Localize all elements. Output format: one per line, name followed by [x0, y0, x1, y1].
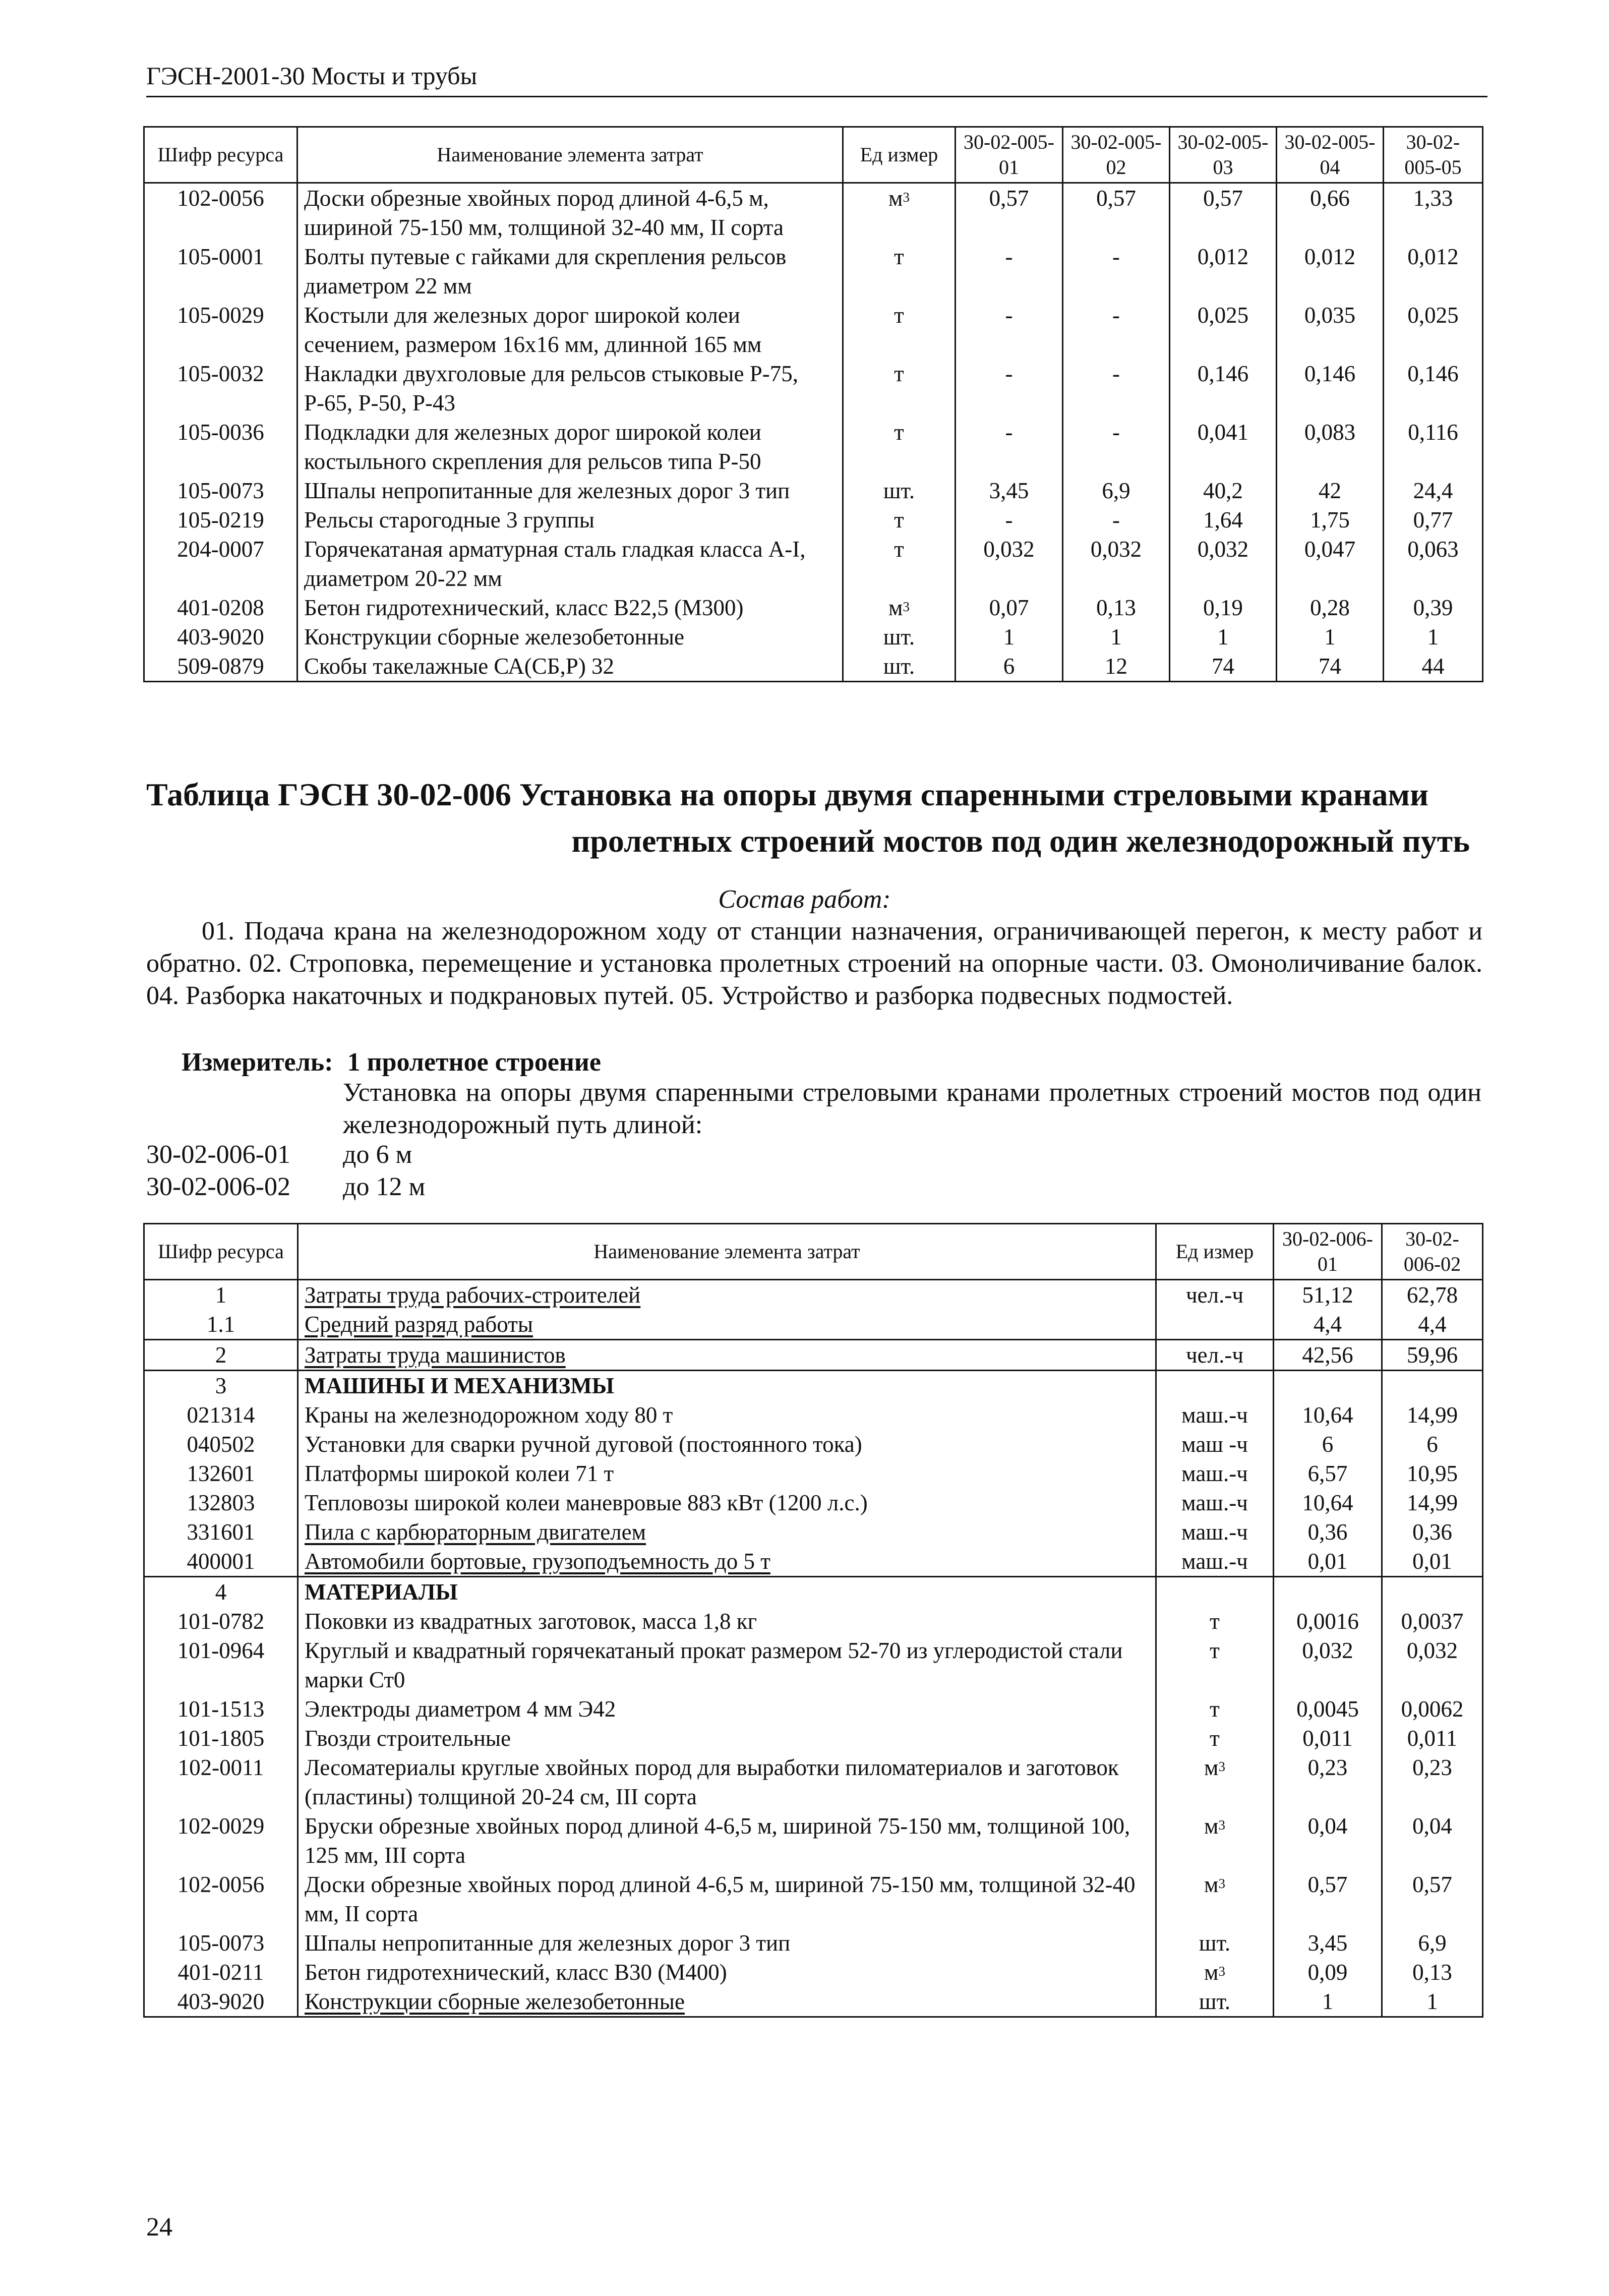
value-cell: 0,047 [1277, 535, 1384, 593]
resource-name: Костыли для железных дорог широкой колеи сечением, размером 16х16 мм, длинной 165 мм [297, 301, 843, 359]
value-cell: 0,23 [1274, 1753, 1382, 1811]
resource-code: 403-9020 [144, 1987, 298, 2017]
variant-row [146, 1171, 425, 1203]
table-row [144, 1430, 1483, 1459]
column-header: Шифр ресурса [144, 127, 297, 183]
table-row [144, 476, 1483, 505]
unit: $м^3$ [1156, 1753, 1274, 1811]
unit: шт. [843, 476, 956, 505]
variant-text: до 12 м [343, 1172, 426, 1201]
works-description: 01. Подача крана на железнодорожном ходу от станции назначения, ограничивающей перегон, к месту работ и обратно. 02. Строповка, перемещение и установка пролетных строений на опорные части. 03. Омоноличивание балок. 04. Разборка накаточных и подкрановых путей. 05. Устройство и разборка подвесных подмостей. [146, 917, 1482, 1010]
unit: т [843, 535, 956, 593]
table-row [144, 1459, 1483, 1488]
value-cell: 0,04 [1274, 1811, 1382, 1870]
column-header: 30-02-006-01 [1274, 1224, 1382, 1280]
table-title-line-2: пролетных строений мостов под один железнодорожный путь [571, 823, 1470, 859]
section-heading: МАТЕРИАЛЫ [298, 1577, 1156, 1607]
resource-code: 132803 [144, 1488, 298, 1517]
table-row [144, 1371, 1483, 1401]
unit: т [1156, 1607, 1274, 1636]
unit [1156, 1577, 1274, 1607]
resource-name: Бетон гидротехнический, класс В22,5 (М300) [297, 593, 843, 622]
table-row [144, 359, 1483, 418]
value-cell: 0,012 [1170, 242, 1277, 301]
resource-table-30-02-006 [143, 1223, 1483, 2018]
unit: т [1156, 1724, 1274, 1753]
resource-name: Платформы широкой колеи 71 т [298, 1459, 1156, 1488]
unit: т [843, 359, 956, 418]
resource-name: Автомобили бортовые, грузоподъемность до 5 т [298, 1547, 1156, 1577]
resource-name: Горячекатаная арматурная сталь гладкая класса А-I, диаметром 20-22 мм [297, 535, 843, 593]
unit: маш.-ч [1156, 1459, 1274, 1488]
value-cell: 1 [1274, 1987, 1382, 2017]
table-row [144, 1340, 1483, 1371]
value-cell: 12 [1063, 652, 1170, 682]
column-header: Ед измер [1156, 1224, 1274, 1280]
resource-code: 1.1 [144, 1310, 298, 1340]
table-row [144, 242, 1483, 301]
table-row [144, 1517, 1483, 1547]
resource-code: 2 [144, 1340, 298, 1371]
resource-name: Бруски обрезные хвойных пород длиной 4-6,5 м, шириной 75-150 мм, толщиной 100, 125 мм, III сорта [298, 1811, 1156, 1870]
value-cell: 0,01 [1274, 1547, 1382, 1577]
value-cell: 0,025 [1170, 301, 1277, 359]
table-row [144, 1577, 1483, 1607]
value-cell: 42 [1277, 476, 1384, 505]
value-cell: 42,56 [1274, 1340, 1382, 1371]
value-cell: - [1063, 301, 1170, 359]
resource-code: 101-0964 [144, 1636, 298, 1694]
value-cell: 0,13 [1382, 1958, 1483, 1987]
table-row [144, 418, 1483, 476]
table-title-line-1: Таблица ГЭСН 30-02-006 Установка на опоры двумя спаренными стреловыми кранами [146, 777, 1428, 812]
resource-name: Электроды диаметром 4 мм Э42 [298, 1694, 1156, 1724]
resource-name: Гвозди строительные [298, 1724, 1156, 1753]
value-cell: - [956, 505, 1063, 535]
value-cell: 0,28 [1277, 593, 1384, 622]
resource-name: Круглый и квадратный горячекатаный прокат размером 52-70 из углеродистой стали марки Ст0 [298, 1636, 1156, 1694]
value-cell: - [956, 418, 1063, 476]
resource-code: 101-1805 [144, 1724, 298, 1753]
value-cell: 0,77 [1384, 505, 1483, 535]
resource-code: 403-9020 [144, 622, 297, 652]
unit [1156, 1371, 1274, 1401]
header-text: ГЭСН-2001-30 Мосты и трубы [146, 62, 478, 90]
resource-code: 331601 [144, 1517, 298, 1547]
value-cell: 0,36 [1274, 1517, 1382, 1547]
value-cell: 1,33 [1384, 183, 1483, 243]
resource-code: 101-1513 [144, 1694, 298, 1724]
value-cell: 0,13 [1063, 593, 1170, 622]
table-header-row [144, 127, 1483, 183]
value-cell: 0,032 [1063, 535, 1170, 593]
column-header: 30-02-005-05 [1384, 127, 1483, 183]
value-cell: 1,75 [1277, 505, 1384, 535]
value-cell: 0,57 [1170, 183, 1277, 243]
unit: шт. [1156, 1928, 1274, 1958]
value-cell: - [1063, 418, 1170, 476]
resource-code: 4 [144, 1577, 298, 1607]
unit: маш -ч [1156, 1430, 1274, 1459]
value-cell: 59,96 [1382, 1340, 1483, 1371]
value-cell: 40,2 [1170, 476, 1277, 505]
value-cell: 0,041 [1170, 418, 1277, 476]
resource-code: 1 [144, 1280, 298, 1310]
value-cell: 0,04 [1382, 1811, 1483, 1870]
column-header: 30-02-006-02 [1382, 1224, 1483, 1280]
unit: шт. [843, 652, 956, 682]
resource-name: Установки для сварки ручной дуговой (постоянного тока) [298, 1430, 1156, 1459]
table-title [146, 772, 1482, 864]
unit: чел.-ч [1156, 1340, 1274, 1371]
resource-code: 509-0879 [144, 652, 297, 682]
value-cell: 1 [1170, 622, 1277, 652]
resource-name: Доски обрезные хвойных пород длиной 4-6,5 м, шириной 75-150 мм, толщиной 32-40 мм, II сорта [297, 183, 843, 243]
value-cell: 0,57 [1063, 183, 1170, 243]
value-cell: 0,083 [1277, 418, 1384, 476]
value-cell: 1 [1063, 622, 1170, 652]
unit: шт. [1156, 1987, 1274, 2017]
value-cell: - [1063, 242, 1170, 301]
value-cell: 3,45 [956, 476, 1063, 505]
value-cell: 0,146 [1384, 359, 1483, 418]
resource-name: Бетон гидротехнический, класс В30 (М400) [298, 1958, 1156, 1987]
value-cell: 4,4 [1382, 1310, 1483, 1340]
running-header [146, 60, 1487, 97]
unit [1156, 1310, 1274, 1340]
unit: чел.-ч [1156, 1280, 1274, 1310]
table-row [144, 1280, 1483, 1310]
value-cell: 62,78 [1382, 1280, 1483, 1310]
column-header: 30-02-005-02 [1063, 127, 1170, 183]
table-row [144, 1724, 1483, 1753]
table-row [144, 301, 1483, 359]
value-cell: 1 [1277, 622, 1384, 652]
value-cell: 0,146 [1277, 359, 1384, 418]
value-cell: 0,66 [1277, 183, 1384, 243]
table-row [144, 622, 1483, 652]
unit: $м^3$ [843, 183, 956, 243]
value-cell: 6,57 [1274, 1459, 1382, 1488]
table-row [144, 1753, 1483, 1811]
value-cell: 0,07 [956, 593, 1063, 622]
resource-name: Конструкции сборные железобетонные [298, 1987, 1156, 2017]
value-cell: 0,063 [1384, 535, 1483, 593]
resource-name: Подкладки для железных дорог широкой колеи костыльного скрепления для рельсов типа Р-50 [297, 418, 843, 476]
value-cell: 74 [1170, 652, 1277, 682]
unit: т [843, 418, 956, 476]
measure-value: 1 пролетное строение [347, 1048, 601, 1077]
unit: маш.-ч [1156, 1547, 1274, 1577]
value-cell [1274, 1371, 1382, 1401]
value-cell: 14,99 [1382, 1400, 1483, 1430]
value-cell: 6 [1274, 1430, 1382, 1459]
resource-name: Краны на железнодорожном ходу 80 т [298, 1400, 1156, 1430]
column-header: 30-02-005-03 [1170, 127, 1277, 183]
value-cell: 6,9 [1063, 476, 1170, 505]
unit: маш.-ч [1156, 1400, 1274, 1430]
resource-code: 401-0211 [144, 1958, 298, 1987]
value-cell: 0,032 [1170, 535, 1277, 593]
value-cell [1382, 1577, 1483, 1607]
column-header: Шифр ресурса [144, 1224, 298, 1280]
resource-code: 021314 [144, 1400, 298, 1430]
value-cell: 0,39 [1384, 593, 1483, 622]
value-cell: 51,12 [1274, 1280, 1382, 1310]
section-heading: МАШИНЫ И МЕХАНИЗМЫ [298, 1371, 1156, 1401]
value-cell [1274, 1577, 1382, 1607]
value-cell: 0,36 [1382, 1517, 1483, 1547]
value-cell: 0,032 [1274, 1636, 1382, 1694]
value-cell: 44 [1384, 652, 1483, 682]
measure-line [182, 1046, 601, 1079]
value-cell: 3,45 [1274, 1928, 1382, 1958]
resource-code: 105-0036 [144, 418, 297, 476]
resource-name: Тепловозы широкой колеи маневровые 883 кВт (1200 л.с.) [298, 1488, 1156, 1517]
value-cell: 0,116 [1384, 418, 1483, 476]
table-row [144, 505, 1483, 535]
variant-code: 30-02-006-02 [146, 1172, 290, 1201]
value-cell [1382, 1371, 1483, 1401]
resource-name: Скобы такелажные СА(СБ,Р) 32 [297, 652, 843, 682]
resource-name: Пила с карбюраторным двигателем [298, 1517, 1156, 1547]
resource-code: 105-0073 [144, 476, 297, 505]
resource-code: 400001 [144, 1547, 298, 1577]
table-row [144, 1811, 1483, 1870]
resource-code: 101-0782 [144, 1607, 298, 1636]
table-row [144, 535, 1483, 593]
resource-name: Поковки из квадратных заготовок, масса 1,8 кг [298, 1607, 1156, 1636]
resource-code: 102-0011 [144, 1753, 298, 1811]
resource-code: 040502 [144, 1430, 298, 1459]
value-cell: 0,032 [956, 535, 1063, 593]
resource-name: Лесоматериалы круглые хвойных пород для выработки пиломатериалов и заготовок (пластины) толщиной 20-24 см, III сорта [298, 1753, 1156, 1811]
variant-text: до 6 м [343, 1140, 412, 1169]
resource-code: 102-0056 [144, 183, 297, 243]
value-cell: 0,57 [956, 183, 1063, 243]
unit: т [843, 505, 956, 535]
value-cell: 6 [956, 652, 1063, 682]
unit: $м^3$ [1156, 1870, 1274, 1928]
column-header: 30-02-005-04 [1277, 127, 1384, 183]
value-cell: - [956, 301, 1063, 359]
norm-description: Установка на опоры двумя спаренными стреловыми кранами пролетных строений мостов под один железнодорожный путь длиной: [343, 1078, 1481, 1139]
table-row [144, 1488, 1483, 1517]
works-heading: Состав работ: [718, 885, 891, 914]
value-cell: 1 [1382, 1987, 1483, 2017]
resource-code: 204-0007 [144, 535, 297, 593]
resource-code: 105-0032 [144, 359, 297, 418]
value-cell: - [956, 359, 1063, 418]
resource-name: Конструкции сборные железобетонные [297, 622, 843, 652]
resource-name: Средний разряд работы [298, 1310, 1156, 1340]
unit: шт. [843, 622, 956, 652]
resource-code: 132601 [144, 1459, 298, 1488]
unit: $м^3$ [843, 593, 956, 622]
value-cell: 0,035 [1277, 301, 1384, 359]
variant-code: 30-02-006-01 [146, 1140, 290, 1169]
resource-name: Рельсы старогодные 3 группы [297, 505, 843, 535]
resource-name: Доски обрезные хвойных пород длиной 4-6,5 м, шириной 75-150 мм, толщиной 32-40 мм, II сорта [298, 1870, 1156, 1928]
table-row [144, 1607, 1483, 1636]
value-cell: 0,09 [1274, 1958, 1382, 1987]
resource-code: 3 [144, 1371, 298, 1401]
value-cell: 0,0016 [1274, 1607, 1382, 1636]
variant-row [146, 1139, 412, 1171]
column-header: Наименование элемента затрат [298, 1224, 1156, 1280]
table-row [144, 1928, 1483, 1958]
resource-code: 105-0073 [144, 1928, 298, 1958]
value-cell: 0,032 [1382, 1636, 1483, 1694]
resource-name: Затраты труда рабочих-строителей [298, 1280, 1156, 1310]
value-cell: 0,0037 [1382, 1607, 1483, 1636]
value-cell: 6,9 [1382, 1928, 1483, 1958]
resource-code: 102-0056 [144, 1870, 298, 1928]
table-row [144, 1870, 1483, 1928]
unit: т [843, 301, 956, 359]
resource-code: 105-0029 [144, 301, 297, 359]
value-cell: 0,012 [1277, 242, 1384, 301]
table-row [144, 1636, 1483, 1694]
value-cell: - [956, 242, 1063, 301]
resource-code: 105-0001 [144, 242, 297, 301]
value-cell: 6 [1382, 1430, 1483, 1459]
table-row [144, 1310, 1483, 1340]
resource-code: 105-0219 [144, 505, 297, 535]
resource-name: Шпалы непропитанные для железных дорог 3 тип [297, 476, 843, 505]
value-cell: - [1063, 359, 1170, 418]
value-cell: 10,95 [1382, 1459, 1483, 1488]
resource-name: Болты путевые с гайками для скрепления рельсов диаметром 22 мм [297, 242, 843, 301]
value-cell: 0,19 [1170, 593, 1277, 622]
value-cell: 1 [956, 622, 1063, 652]
unit: т [1156, 1694, 1274, 1724]
resource-name: Накладки двухголовые для рельсов стыковые Р-75, Р-65, Р-50, Р-43 [297, 359, 843, 418]
resource-code: 401-0208 [144, 593, 297, 622]
table-header-row [144, 1224, 1483, 1280]
value-cell: 0,011 [1274, 1724, 1382, 1753]
value-cell: 0,146 [1170, 359, 1277, 418]
value-cell: 1 [1384, 622, 1483, 652]
table-row [144, 1958, 1483, 1987]
value-cell: 24,4 [1384, 476, 1483, 505]
value-cell: 74 [1277, 652, 1384, 682]
column-header: Наименование элемента затрат [297, 127, 843, 183]
unit: т [1156, 1636, 1274, 1694]
resource-name: Затраты труда машинистов [298, 1340, 1156, 1371]
value-cell: 0,025 [1384, 301, 1483, 359]
table-row [144, 1400, 1483, 1430]
value-cell: - [1063, 505, 1170, 535]
resource-code: 102-0029 [144, 1811, 298, 1870]
value-cell: 0,57 [1382, 1870, 1483, 1928]
column-header: Ед измер [843, 127, 956, 183]
table-row [144, 1547, 1483, 1577]
value-cell: 10,64 [1274, 1400, 1382, 1430]
column-header: 30-02-005-01 [956, 127, 1063, 183]
value-cell: 0,23 [1382, 1753, 1483, 1811]
table-row [144, 1694, 1483, 1724]
table-row [144, 183, 1483, 243]
unit: маш.-ч [1156, 1517, 1274, 1547]
table-row [144, 652, 1483, 682]
value-cell: 0,01 [1382, 1547, 1483, 1577]
page-number: 24 [146, 2213, 172, 2242]
value-cell: 14,99 [1382, 1488, 1483, 1517]
value-cell: 0,012 [1384, 242, 1483, 301]
table-row [144, 1987, 1483, 2017]
unit: $м^3$ [1156, 1811, 1274, 1870]
resource-name: Шпалы непропитанные для железных дорог 3 тип [298, 1928, 1156, 1958]
value-cell: 10,64 [1274, 1488, 1382, 1517]
value-cell: 0,0062 [1382, 1694, 1483, 1724]
unit: т [843, 242, 956, 301]
value-cell: 4,4 [1274, 1310, 1382, 1340]
resource-table-30-02-005 [143, 126, 1483, 682]
value-cell: 0,57 [1274, 1870, 1382, 1928]
value-cell: 0,0045 [1274, 1694, 1382, 1724]
value-cell: 1,64 [1170, 505, 1277, 535]
unit: маш.-ч [1156, 1488, 1274, 1517]
measure-label: Измеритель: [182, 1048, 333, 1077]
table-row [144, 593, 1483, 622]
value-cell: 0,011 [1382, 1724, 1483, 1753]
unit: $м^3$ [1156, 1958, 1274, 1987]
